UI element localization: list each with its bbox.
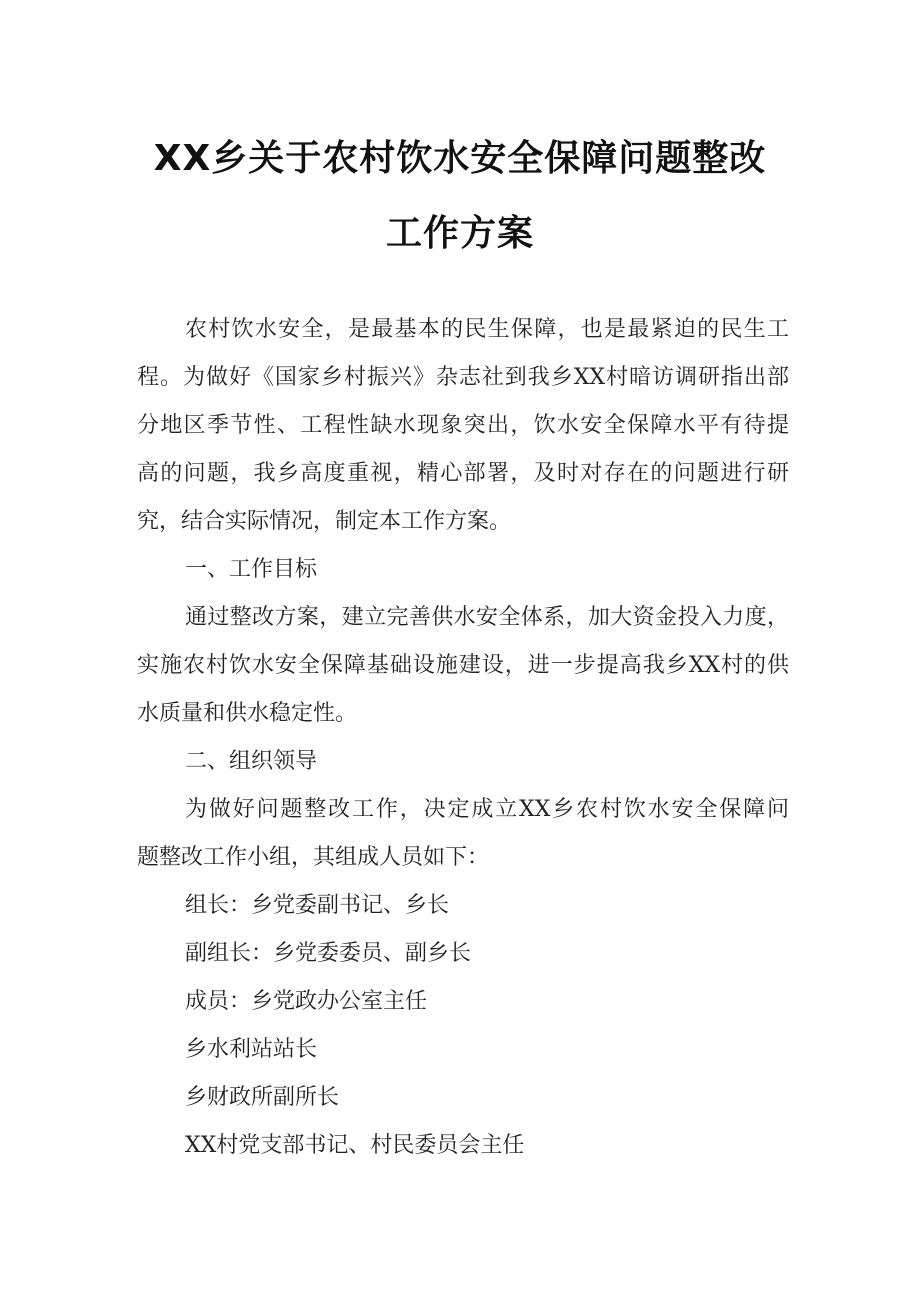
organization-line: 题整改工作小组，其组成人员如下： xyxy=(137,845,490,870)
intro-line: 农村饮水安全，是最基本的民生保障，也是最紧迫的民生工 xyxy=(185,317,789,342)
document-title-line-1: XX乡关于农村饮水安全保障问题整改 xyxy=(153,138,767,179)
member-item: 乡财政所副所长 xyxy=(185,1085,340,1110)
intro-line: 究，结合实际情况，制定本工作方案。 xyxy=(137,509,512,534)
document-title-line-2: 工作方案 xyxy=(385,213,534,254)
goals-line: 实施农村饮水安全保障基础设施建设，进一步提高我乡XX村的供 xyxy=(137,653,789,678)
section-heading-organization: 二、组织领导 xyxy=(185,749,318,774)
member-item: 副组长：乡党委委员、副乡长 xyxy=(185,941,472,966)
organization-line: 为做好问题整改工作，决定成立XX乡农村饮水安全保障问 xyxy=(185,797,789,822)
goals-line: 水质量和供水稳定性。 xyxy=(137,701,358,726)
section-heading-goals: 一、工作目标 xyxy=(185,557,318,582)
member-item: XX村党支部书记、村民委员会主任 xyxy=(185,1133,525,1158)
intro-line: 分地区季节性、工程性缺水现象突出，饮水安全保障水平有待提 xyxy=(137,413,789,438)
member-item: 乡水利站站长 xyxy=(185,1037,318,1062)
intro-line: 高的问题，我乡高度重视，精心部署，及时对存在的问题进行研 xyxy=(137,461,789,486)
member-item: 组长：乡党委副书记、乡长 xyxy=(185,893,450,918)
goals-line: 通过整改方案，建立完善供水安全体系，加大资金投入力度， xyxy=(185,605,789,630)
member-item: 成员：乡党政办公室主任 xyxy=(185,989,428,1014)
intro-line: 程。为做好《国家乡村振兴》杂志社到我乡XX村暗访调研指出部 xyxy=(137,365,789,390)
